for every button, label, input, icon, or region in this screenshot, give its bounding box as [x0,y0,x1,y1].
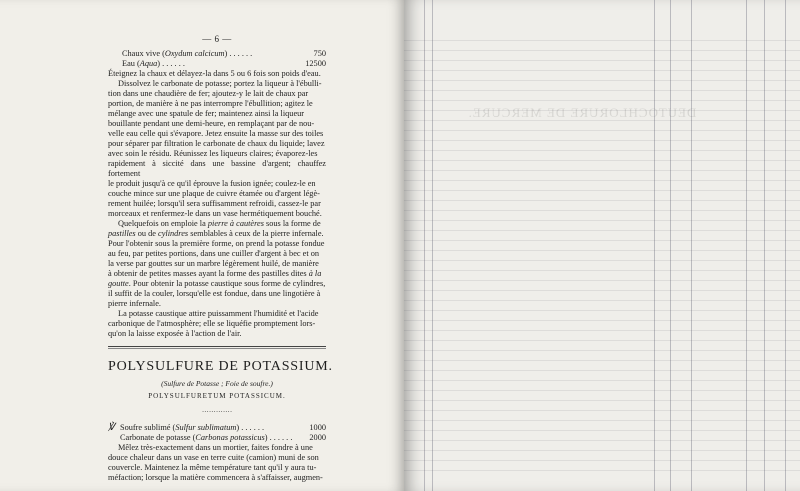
text-line: il suffit de la couler, lorsqu'elle est fondue, dans une lingotière à [108,289,321,298]
text-line: velle eau celle qui s'évapore. Jetez ensuite la masse sur des toiles [108,129,324,138]
text-line: pour séparer par filtration le carbonate de chaux du liquide; lavez [108,139,325,148]
italic-term: cylindres [158,229,189,238]
text-line: morceaux et renfermez-le dans un vase hermétiquement bouché. [108,209,322,218]
text-line: mélange avec une spatule de fer; maintenez ainsi la liqueur [108,109,305,118]
text-line: à obtenir de petites masses ayant la forme des pastilles dites à la [108,269,322,278]
method-paragraph [108,443,326,483]
text-line: avec soin le résidu. Réunissez les liqueurs claires; évaporez-les [108,149,318,158]
text-line: couche mince sur une plaque de cuivre étamée ou d'argent légè- [108,189,320,198]
section-latin-name: POLYSULFURETUM POTASSICUM. [148,392,286,400]
text-line: Pour l'obtenir sous la première forme, on prend la potasse fondue [108,239,325,248]
ruled-row [404,370,800,371]
ingredient-latin: Oxydum calcicum [164,49,225,58]
ruled-row [404,350,800,351]
text-line: Mêlez très-exactement dans un mortier, faites fondre à une [118,443,313,452]
ruled-row [404,160,800,161]
ingredient-row [108,59,326,69]
italic-term: goutte [108,279,129,288]
ingredient-quantity: 2000 [309,433,326,442]
ruled-line [785,0,786,491]
ruled-row [404,300,800,301]
ruled-row [404,340,800,341]
text-line: rement huilée; lorsqu'il sera suffisamment refroidi, cassez-le par [108,199,321,208]
ruled-row [404,280,800,281]
text-line: La potasse caustique attire puissamment l'humidité et l'acide [118,309,319,318]
ghost-title: DEUTOCHLORURE DE MERCURE. [467,105,697,120]
ruled-row [404,410,800,411]
text-line: qu'on la laisse exposée à l'action de l'air. [108,329,242,338]
text-line: pastilles ou de cylindres semblables à ceux de la pierre infernale. [108,229,324,238]
text-line: pierre infernale. [108,299,161,308]
ingredient-quantity: 1000 [309,423,326,432]
italic-term: à la [308,269,322,278]
ruled-row [404,260,800,261]
left-text-column [108,34,333,483]
section-divider [108,346,326,349]
ruled-row [404,360,800,361]
ruled-row [404,150,800,151]
ingredient-row [108,423,326,433]
text-line: carbonique de l'atmosphère; elle se liquéfie promptement lors- [108,319,316,328]
ruled-row [404,460,800,461]
ruled-row [404,330,800,331]
ruled-row [404,140,800,141]
ruled-row [404,450,800,451]
ingredient-latin: Aqua [139,59,158,68]
ruled-row [404,270,800,271]
ingredient-quantity: 12500 [305,59,326,68]
ruled-row [404,310,800,311]
ingredient-latin: Sulfur sublimatum [175,423,237,432]
section-title: POLYSULFURE DE POTASSIUM. [108,359,333,374]
text-line: couvercle. Maintenez la même température tant qu'il y aura tu- [108,463,317,472]
ingredient-name: Eau (Aqua) . . . . . . [122,59,185,68]
opening-ingredients [108,49,326,69]
section-synonyms: (Sulfure de Potasse ; Foie de soufre.) [161,379,273,388]
right-page [404,0,800,491]
show-through-text [458,34,706,126]
ingredient-name: ℣ Soufre sublimé (Sulfur sublimatum) . . . . . . [108,422,265,433]
ruled-row [404,390,800,391]
ingredient-row [108,433,326,443]
text-line: la verse par gouttes sur un marbre légèrement huilé, de manière [108,259,319,268]
text-line: au feu, par petites portions, dans une cuiller d'argent à bec et on [108,249,319,258]
ruled-row [404,400,800,401]
ornament-divider: ············· [201,408,233,416]
ingredient-latin: Carbonas potassicus [195,433,265,442]
text-line: portion, de manière à ne pas interrompre l'ébullition; agitez le [108,99,313,108]
ruled-row [404,190,800,191]
ruled-row [404,170,800,171]
pastilles-paragraph [108,219,326,309]
ruled-row [404,240,800,241]
recipe-ingredients [108,423,326,443]
ruled-row [404,470,800,471]
ruled-row [404,420,800,421]
ruled-row [404,250,800,251]
preparation-paragraph [108,69,326,219]
text-line: rapidement à siccité dans une bassine d'argent; chauffez fortement [108,159,326,178]
text-line: douce chaleur dans un vase en terre cuite (camion) muni de son [108,453,319,462]
text-line: Dissolvez le carbonate de potasse; portez la liqueur à l'ébulli- [118,79,322,88]
page-number: — 6 — [202,34,232,44]
text-line: bouillante pendant une demi-heure, en remplaçant par de nou- [108,119,315,128]
ruled-row [404,230,800,231]
ruled-row [404,220,800,221]
humidity-paragraph [108,309,326,339]
ruled-line [432,0,433,491]
ingredient-name: Chaux vive (Oxydum calcicum) . . . . . . [122,49,253,58]
ruled-row [404,130,800,131]
text-line: Éteignez la chaux et délayez-la dans 5 ou 6 fois son poids d'eau. [108,69,321,78]
ingredient-row [108,49,326,59]
ruled-row [404,210,800,211]
ruled-row [404,380,800,381]
ruled-row [404,320,800,321]
italic-term: pierre à cautères [207,219,264,228]
text-line: Quelquefois on emploie la pierre à cautères sous la forme de [118,219,321,228]
ruled-row [404,200,800,201]
text-line: le produit jusqu'à ce qu'il éprouve la fusion ignée; coulez-le en [108,179,316,188]
text-line: goutte. Pour obtenir la potasse caustique sous forme de cylindres, [108,279,326,288]
ruled-line [764,0,765,491]
italic-term: pastilles [108,229,136,238]
ruled-row [404,290,800,291]
ruled-line [746,0,747,491]
text-line: méfaction; lorsque la matière commencera à s'affaisser, augmen- [108,473,323,482]
recipe-symbol: ℣ [108,422,115,433]
text-line: tion dans une chaudière de fer; ajoutez-y le lait de chaux par [108,89,309,98]
ruled-line [424,0,425,491]
ruled-row [404,430,800,431]
ruled-row [404,440,800,441]
ingredient-name: Carbonate de potasse (Carbonas potassicus) . . . . . . [120,433,293,442]
ingredient-quantity: 750 [313,49,326,58]
ruled-row [404,180,800,181]
